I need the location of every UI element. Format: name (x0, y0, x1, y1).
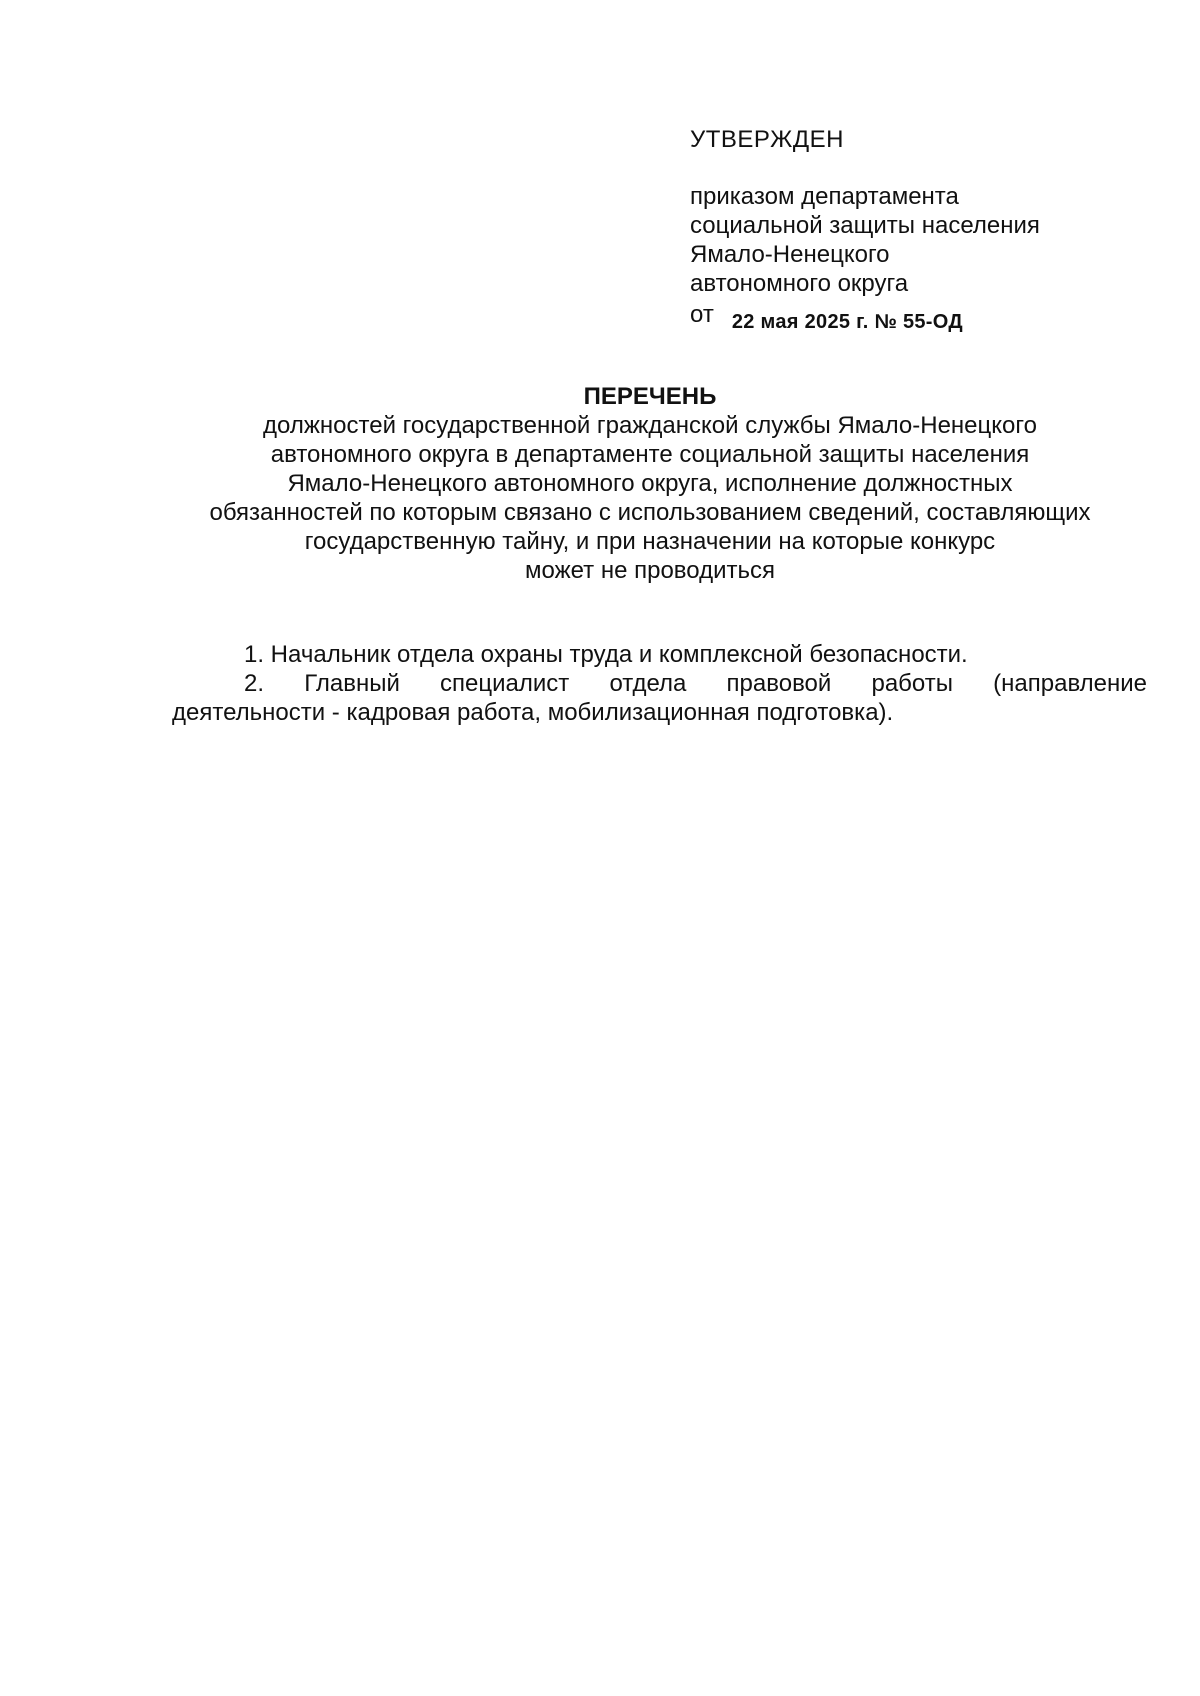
list-item: 1. Начальник отдела охраны труда и комплексной безопасности. (244, 641, 968, 668)
approval-line: автономного округа (690, 270, 909, 297)
title-line: обязанностей по которым связано с использованием сведений, составляющих (209, 499, 1091, 526)
approval-line: социальной защиты населения (690, 212, 1040, 239)
approval-heading: УТВЕРЖДЕН (690, 126, 844, 153)
title-line: может не проводиться (524, 557, 775, 584)
order-date-number: 22 мая 2025 г. № 55-ОД (731, 311, 963, 333)
list-item: 2. Главный специалист отдела правовой работы (направление (244, 670, 1147, 697)
order-reference (690, 300, 1140, 331)
approval-block (690, 125, 1140, 331)
document-title: ПЕРЕЧЕНЬ (583, 383, 717, 410)
title-line: государственную тайну, и при назначении на которые конкурс (304, 528, 996, 555)
title-block (150, 382, 1150, 585)
title-line: должностей государственной гражданской службы Ямало-Ненецкого (263, 412, 1037, 439)
title-line: Ямало-Ненецкого автономного округа, исполнение должностных (287, 470, 1013, 497)
approval-line: приказом департамента (690, 183, 959, 210)
from-label: от (690, 301, 714, 328)
title-line: автономного округа в департаменте социальной защиты населения (270, 441, 1030, 468)
list-item-continuation: деятельности - кадровая работа, мобилизационная подготовка). (172, 699, 894, 726)
approval-line: Ямало-Ненецкого (690, 241, 890, 268)
positions-list (172, 640, 1147, 727)
